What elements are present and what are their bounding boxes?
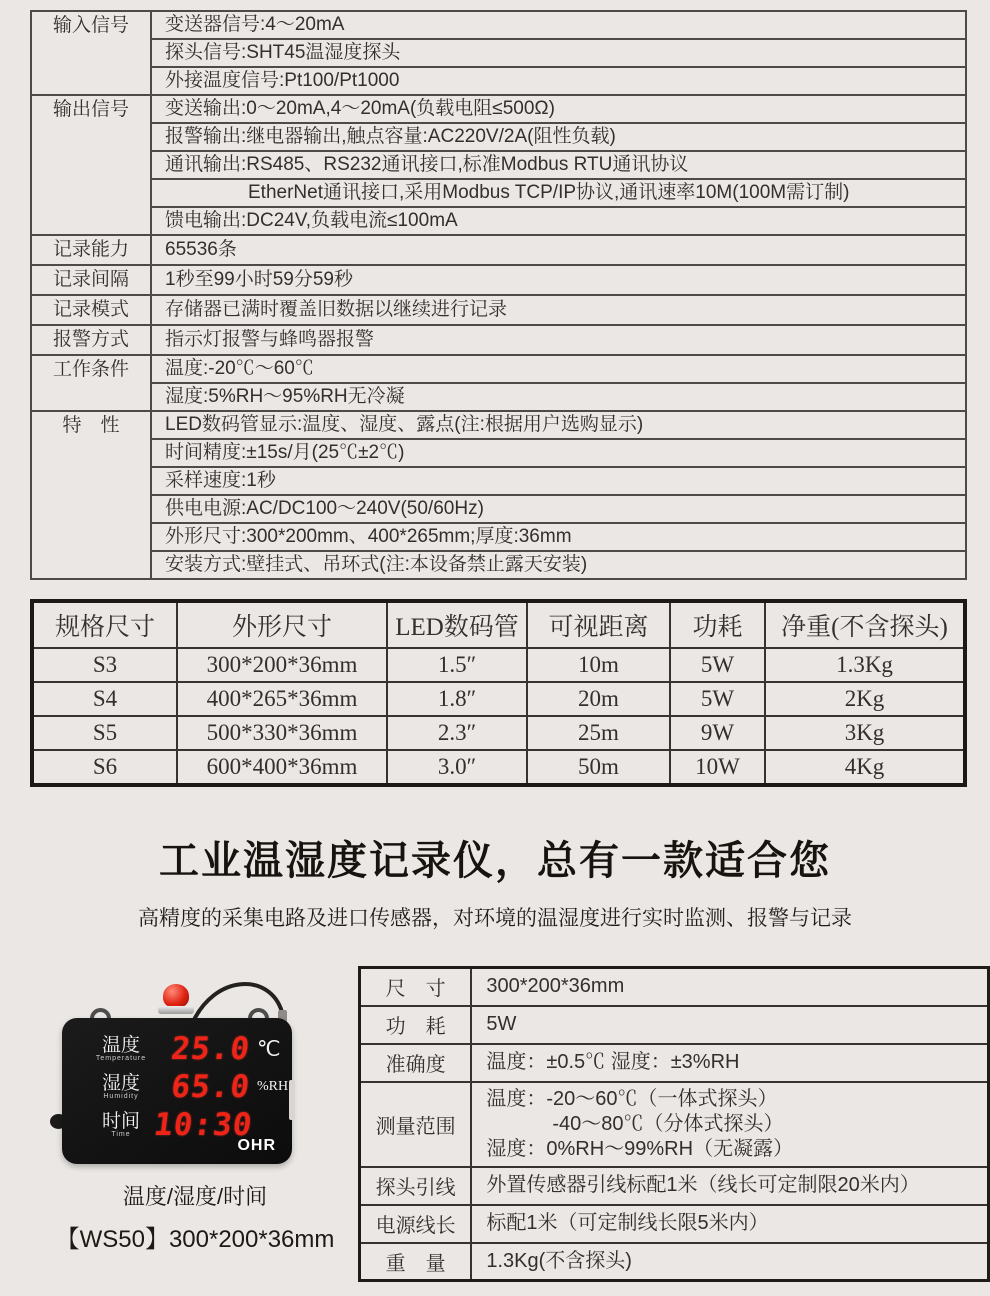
table-row bbox=[31, 467, 966, 495]
cell-size: 400*265*36mm bbox=[177, 682, 387, 716]
detail-value bbox=[471, 1243, 988, 1281]
spec-group-label: 输出信号 bbox=[31, 95, 151, 235]
spec-group-label: 输入信号 bbox=[31, 11, 151, 95]
cell-model: S3 bbox=[32, 648, 177, 682]
spec-group-label: 记录模式 bbox=[31, 295, 151, 325]
column-header: 净重(不含探头) bbox=[765, 601, 965, 648]
spec-value: LED数码管显示:温度、湿度、露点(注:根据用户选购显示) bbox=[151, 411, 966, 439]
detail-line: 5W bbox=[486, 1013, 517, 1035]
table-row bbox=[31, 235, 966, 265]
spec-value: 变送器信号:4～20mA bbox=[151, 11, 966, 39]
detail-line: 外置传感器引线标配1米（线长可定制限20米内） bbox=[486, 1174, 920, 1196]
spec-value: 存储器已满时覆盖旧数据以继续进行记录 bbox=[151, 295, 966, 325]
spec-value: 指示灯报警与蜂鸣器报警 bbox=[151, 325, 966, 355]
column-header: 功耗 bbox=[670, 601, 765, 648]
cell-distance: 50m bbox=[527, 750, 670, 785]
models-table bbox=[30, 599, 967, 787]
bottom-section bbox=[0, 966, 990, 1296]
page-title: 工业温湿度记录仪，总有一款适合您 bbox=[159, 839, 831, 883]
detail-line: 温度：-20～60℃（一体式探头） bbox=[486, 1087, 778, 1110]
spec-value: 65536条 bbox=[151, 235, 966, 265]
display-value: 65.0 bbox=[169, 1068, 253, 1105]
cell-power: 9W bbox=[670, 716, 765, 750]
table-row bbox=[32, 750, 965, 785]
cell-model: S4 bbox=[32, 682, 177, 716]
spec-value: 外接温度信号:Pt100/Pt1000 bbox=[151, 67, 966, 95]
cell-led: 2.3″ bbox=[387, 716, 527, 750]
detail-value bbox=[471, 1167, 988, 1205]
detail-label: 重 量 bbox=[360, 1243, 472, 1281]
device-panel bbox=[62, 1018, 292, 1164]
cell-weight: 1.3Kg bbox=[765, 648, 965, 682]
cell-weight: 4Kg bbox=[765, 750, 965, 785]
detail-label: 探头引线 bbox=[360, 1167, 472, 1205]
cell-power: 10W bbox=[670, 750, 765, 785]
spec-group-label: 记录能力 bbox=[31, 235, 151, 265]
table-row bbox=[31, 67, 966, 95]
cell-model: S5 bbox=[32, 716, 177, 750]
cell-size: 500*330*36mm bbox=[177, 716, 387, 750]
table-row bbox=[31, 39, 966, 67]
table-row bbox=[360, 968, 989, 1006]
detail-table bbox=[358, 966, 990, 1282]
column-header: 可视距离 bbox=[527, 601, 670, 648]
page bbox=[0, 10, 990, 1273]
display-label bbox=[88, 1074, 154, 1101]
cell-led: 3.0″ bbox=[387, 750, 527, 785]
display-row-temperature bbox=[88, 1030, 292, 1068]
brand-logo: OHR bbox=[237, 1137, 276, 1154]
display-label-en: Temperature bbox=[95, 1054, 147, 1062]
detail-label: 电源线长 bbox=[360, 1205, 472, 1243]
spec-value: 湿度:5%RH～95%RH无冷凝 bbox=[151, 383, 966, 411]
display-label bbox=[88, 1036, 154, 1063]
cell-size: 600*400*36mm bbox=[177, 750, 387, 785]
table-header-row bbox=[32, 601, 965, 648]
table-row bbox=[32, 648, 965, 682]
table-row bbox=[31, 523, 966, 551]
table-row bbox=[360, 1006, 989, 1044]
display-value: 25.0 bbox=[169, 1030, 253, 1067]
page-subtitle: 高精度的采集电路及进口传感器，对环境的温湿度进行实时监测、报警与记录 bbox=[138, 907, 852, 930]
table-row bbox=[31, 439, 966, 467]
display-value: 10:30 bbox=[151, 1106, 255, 1143]
side-connector bbox=[289, 1080, 295, 1120]
table-row bbox=[31, 179, 966, 207]
cell-weight: 3Kg bbox=[765, 716, 965, 750]
display-label-zh: 温度 bbox=[101, 1034, 140, 1056]
spec-value: 探头信号:SHT45温湿度探头 bbox=[151, 39, 966, 67]
cell-distance: 10m bbox=[527, 648, 670, 682]
detail-value bbox=[471, 968, 988, 1006]
table-row bbox=[360, 1082, 989, 1167]
table-row bbox=[360, 1243, 989, 1281]
column-header: LED数码管 bbox=[387, 601, 527, 648]
column-header: 规格尺寸 bbox=[32, 601, 177, 648]
spec-value: 供电电源:AC/DC100～240V(50/60Hz) bbox=[151, 495, 966, 523]
table-row bbox=[360, 1205, 989, 1243]
table-row bbox=[31, 95, 966, 123]
table-row bbox=[360, 1167, 989, 1205]
product-model-caption: 【WS50】300*200*36mm bbox=[55, 1226, 335, 1253]
device-illustration bbox=[30, 984, 360, 1164]
display-label-en: Humidity bbox=[103, 1092, 139, 1100]
detail-label: 尺 寸 bbox=[360, 968, 472, 1006]
spec-value: 时间精度:±15s/月(25℃±2℃) bbox=[151, 439, 966, 467]
cell-power: 5W bbox=[670, 648, 765, 682]
detail-label: 准确度 bbox=[360, 1044, 472, 1082]
led-screen bbox=[62, 1018, 292, 1144]
table-row bbox=[360, 1044, 989, 1082]
display-unit: %RH bbox=[257, 1079, 289, 1094]
table-row bbox=[31, 207, 966, 235]
detail-line: 标配1米（可定制线长限5米内） bbox=[486, 1212, 769, 1234]
display-label-zh: 时间 bbox=[101, 1110, 140, 1132]
spec-value: 安装方式:壁挂式、吊环式(注:本设备禁止露天安装) bbox=[151, 551, 966, 579]
display-unit: ℃ bbox=[257, 1036, 281, 1061]
table-row bbox=[31, 11, 966, 39]
cell-distance: 25m bbox=[527, 716, 670, 750]
detail-line: 湿度：0%RH～99%RH（无凝露） bbox=[486, 1137, 794, 1160]
spec-value: 1秒至99小时59分59秒 bbox=[151, 265, 966, 295]
table-row bbox=[31, 151, 966, 179]
detail-line: 1.3Kg(不含探头) bbox=[486, 1249, 632, 1272]
display-row-humidity bbox=[88, 1068, 292, 1106]
column-header: 外形尺寸 bbox=[177, 601, 387, 648]
cell-model: S6 bbox=[32, 750, 177, 785]
detail-value bbox=[471, 1044, 988, 1082]
spec-group-label: 报警方式 bbox=[31, 325, 151, 355]
cell-weight: 2Kg bbox=[765, 682, 965, 716]
cell-power: 5W bbox=[670, 682, 765, 716]
display-label-en: Time bbox=[111, 1130, 131, 1138]
detail-line: 300*200*36mm bbox=[486, 975, 625, 998]
table-row bbox=[31, 123, 966, 151]
spec-group-label: 工作条件 bbox=[31, 355, 151, 411]
spec-value: 报警输出:继电器输出,触点容量:AC220V/2A(阻性负载) bbox=[151, 123, 966, 151]
detail-label: 功 耗 bbox=[360, 1006, 472, 1044]
product-caption: 温度/湿度/时间 bbox=[122, 1184, 268, 1209]
detail-value bbox=[471, 1082, 988, 1167]
table-row bbox=[31, 495, 966, 523]
table-row bbox=[32, 682, 965, 716]
cell-size: 300*200*36mm bbox=[177, 648, 387, 682]
spec-value: 温度:-20℃～60℃ bbox=[151, 355, 966, 383]
spec-value: 变送输出:0～20mA,4～20mA(负载电阻≤500Ω) bbox=[151, 95, 966, 123]
table-row bbox=[31, 383, 966, 411]
cell-distance: 20m bbox=[527, 682, 670, 716]
table-row bbox=[31, 355, 966, 383]
cell-led: 1.8″ bbox=[387, 682, 527, 716]
spec-value: EtherNet通讯接口,采用Modbus TCP/IP协议,通讯速率10M(100M需订制) bbox=[151, 179, 966, 207]
spec-value: 通讯输出:RS485、RS232通讯接口,标准Modbus RTU通讯协议 bbox=[151, 151, 966, 179]
detail-label: 测量范围 bbox=[360, 1082, 472, 1167]
detail-value bbox=[471, 1006, 988, 1044]
table-row bbox=[31, 325, 966, 355]
detail-value bbox=[471, 1205, 988, 1243]
spec-value: 馈电输出:DC24V,负载电流≤100mA bbox=[151, 207, 966, 235]
display-label-zh: 湿度 bbox=[101, 1072, 140, 1094]
spec-group-label: 特 性 bbox=[31, 411, 151, 579]
spec-value: 外形尺寸:300*200mm、400*265mm;厚度:36mm bbox=[151, 523, 966, 551]
display-label bbox=[88, 1112, 154, 1139]
table-row bbox=[31, 411, 966, 439]
detail-line: 温度：±0.5℃ 湿度：±3%RH bbox=[486, 1051, 740, 1073]
cell-led: 1.5″ bbox=[387, 648, 527, 682]
spec-group-label: 记录间隔 bbox=[31, 265, 151, 295]
table-row bbox=[32, 716, 965, 750]
table-row bbox=[31, 551, 966, 579]
table-row bbox=[31, 295, 966, 325]
product-image bbox=[30, 984, 360, 1254]
spec-table bbox=[30, 10, 967, 580]
spec-value: 采样速度:1秒 bbox=[151, 467, 966, 495]
table-row bbox=[31, 265, 966, 295]
detail-line: -40～80℃（分体式探头） bbox=[552, 1112, 784, 1135]
